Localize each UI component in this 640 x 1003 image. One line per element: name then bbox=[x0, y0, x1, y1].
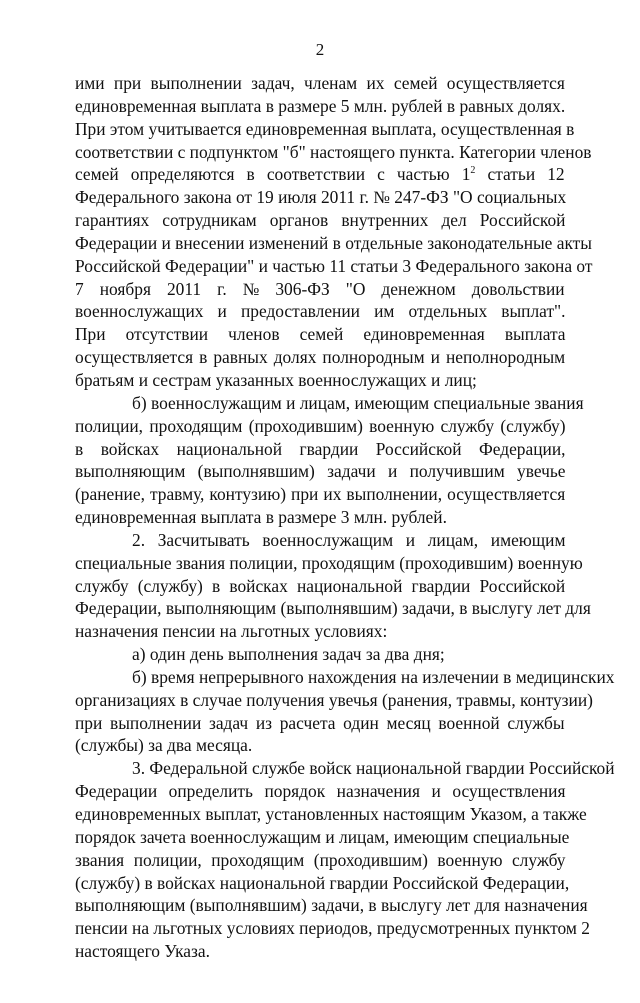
text-line: единовременных выплат, установленных настоящим Указом, а также bbox=[75, 804, 587, 824]
text-line: порядок зачета военнослужащим и лицам, имеющим специальные bbox=[75, 826, 570, 847]
text-line: Российской Федерации" и частью 11 статьи 3 Федерального закона от bbox=[75, 255, 593, 276]
text-line: пенсии на льготных условиях периодов, предусмотренных пунктом 2 bbox=[75, 918, 590, 939]
text-line: службу (службу) в войсках национальной гвардии Российской bbox=[75, 575, 566, 596]
text-line: При этом учитывается единовременная выплата, осуществленная в bbox=[75, 118, 575, 139]
text-line: гарантиях сотрудникам органов внутренних дел Российской bbox=[75, 210, 566, 231]
text-line: 3. Федеральной службе войск национальной гвардии Российской bbox=[132, 758, 615, 779]
text-line-part: семей определяются в соответствии с частью 1 bbox=[75, 164, 471, 185]
text-line: б) военнослужащим и лицам, имеющим специальные звания bbox=[132, 392, 584, 413]
text-line: осуществляется в равных долях полнородным и неполнородным bbox=[75, 347, 566, 368]
text-line-part: статьи 12 bbox=[487, 164, 565, 185]
text-line: при выполнении задач из расчета один месяц военной службы bbox=[75, 712, 565, 733]
text-line: братьям и сестрам указанных военнослужащих и лиц; bbox=[75, 369, 477, 390]
text-line: (службы) за два месяца. bbox=[75, 735, 253, 756]
text-line: (ранение, травму, контузию) при их выполнении, осуществляется bbox=[75, 484, 566, 505]
text-line: организациях в случае получения увечья (ранения, травмы, контузии) bbox=[75, 689, 593, 710]
paragraph-2b bbox=[75, 666, 615, 757]
text-line: полиции, проходящим (проходившим) военную службу (службу) bbox=[75, 415, 566, 436]
paragraph-2a bbox=[75, 643, 567, 666]
text-line: назначения пенсии на льготных условиях: bbox=[75, 621, 388, 642]
text-line: Федерации и внесении изменений в отдельные законодательные акты bbox=[75, 232, 592, 253]
paragraph-3 bbox=[75, 757, 615, 963]
text-line: б) время непрерывного нахождения на излечении в медицинских bbox=[132, 666, 615, 687]
text-line: единовременная выплата в размере 5 млн. рублей в равных долях. bbox=[75, 95, 566, 116]
text-line: настоящего Указа. bbox=[75, 941, 210, 962]
superscript: 2 bbox=[470, 165, 476, 177]
text-line: единовременная выплата в размере 3 млн. рублей. bbox=[75, 507, 447, 528]
text-line: Федерации определить порядок назначения и осуществления bbox=[75, 781, 566, 802]
text-line: выполняющим (выполнявшим) задачи и получившим увечье bbox=[75, 461, 566, 482]
text-line: 7 ноября 2011 г. № 306-ФЗ "О денежном довольствии bbox=[75, 278, 565, 299]
text-line: звания полиции, проходящим (проходившим) военную службу bbox=[75, 849, 566, 870]
paragraph-2 bbox=[75, 529, 591, 643]
text-line: в войсках национальной гвардии Российской Федерации, bbox=[75, 438, 566, 459]
text-line: При отсутствии членов семей единовременная выплата bbox=[75, 324, 566, 345]
text-line: (службу) в войсках национальной гвардии Российской Федерации, bbox=[75, 872, 570, 893]
text-line: соответствии с подпунктом "б" настоящего пункта. Категории членов bbox=[75, 141, 592, 162]
text-line: 2. Засчитывать военнослужащим и лицам, имеющим bbox=[132, 529, 566, 550]
paragraph-1b bbox=[75, 392, 584, 529]
text-line: Федерации, выполняющим (выполнявшим) задачи, в выслугу лет для bbox=[75, 598, 591, 619]
text-line: специальные звания полиции, проходящим (проходившим) военную bbox=[75, 552, 583, 573]
page-number: 2 bbox=[315, 40, 325, 59]
text-line: ими при выполнении задач, членам их семей осуществляется bbox=[75, 73, 565, 93]
document-body bbox=[75, 72, 615, 963]
text-line: выполняющим (выполнявшим) задачи, в выслугу лет для назначения bbox=[75, 895, 588, 916]
text-line: а) один день выполнения задач за два дня; bbox=[132, 644, 445, 665]
text-line: военнослужащих и предоставлении им отдельных выплат". bbox=[75, 301, 566, 322]
text-line: Федерального закона от 19 июля 2011 г. № 247-ФЗ "О социальных bbox=[75, 187, 567, 208]
paragraph-1-continued bbox=[75, 72, 593, 392]
text-line-with-superscript bbox=[75, 163, 567, 186]
